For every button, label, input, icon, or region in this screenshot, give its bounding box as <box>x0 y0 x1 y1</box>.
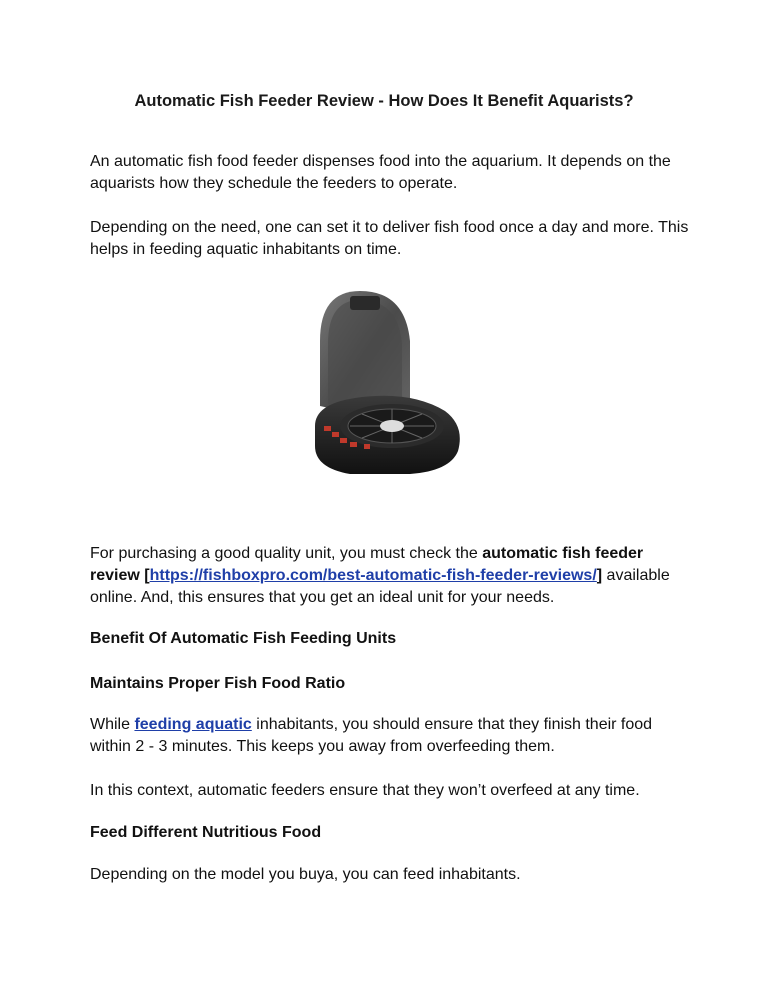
document-title: Automatic Fish Feeder Review - How Does It Benefit Aquarists? <box>134 92 634 110</box>
bracket-open: [ <box>139 567 150 584</box>
feeding-aquatic-link[interactable]: feeding aquatic <box>134 716 252 733</box>
bold-term: automatic fish feeder review <box>90 545 644 584</box>
purchase-paragraph <box>90 543 690 609</box>
paragraph-text: An automatic fish food feeder dispenses food into the aquarium. It depends on the aquarists how they schedule the feeders to operate. <box>90 153 671 192</box>
schedule-paragraph <box>90 217 690 261</box>
subsection-heading: Feed Different Nutritious Food <box>90 824 322 841</box>
review-link[interactable]: https://fishboxpro.com/best-automatic-fish-feeder-reviews/ <box>149 567 597 584</box>
subsection-heading: Maintains Proper Fish Food Ratio <box>90 675 346 692</box>
context-paragraph: In this context, automatic feeders ensure that they won’t overfeed at any time. <box>90 782 640 799</box>
text-run: For purchasing a good quality unit, you must check the <box>90 545 483 562</box>
model-paragraph: Depending on the model you buya, you can feed inhabitants. <box>90 866 521 883</box>
bracket-close: ] <box>596 567 603 584</box>
paragraph-text <box>90 714 690 758</box>
text-run: inhabitants, you should ensure that they finish their food within 2 - 3 minutes. This keeps you away from overfeeding them. <box>90 716 653 755</box>
text-run: available online. And, this ensures that you get an ideal unit for your needs. <box>90 567 670 606</box>
text-run: While <box>90 716 135 733</box>
ratio-paragraph <box>90 714 690 758</box>
paragraph-text <box>90 543 690 609</box>
intro-paragraph <box>90 151 690 195</box>
section-heading: Benefit Of Automatic Fish Feeding Units <box>90 630 397 647</box>
fish-feeder-image <box>310 286 470 486</box>
paragraph-text: Depending on the need, one can set it to deliver fish food once a day and more. This helps in feeding aquatic inhabitants on time. <box>90 219 689 258</box>
